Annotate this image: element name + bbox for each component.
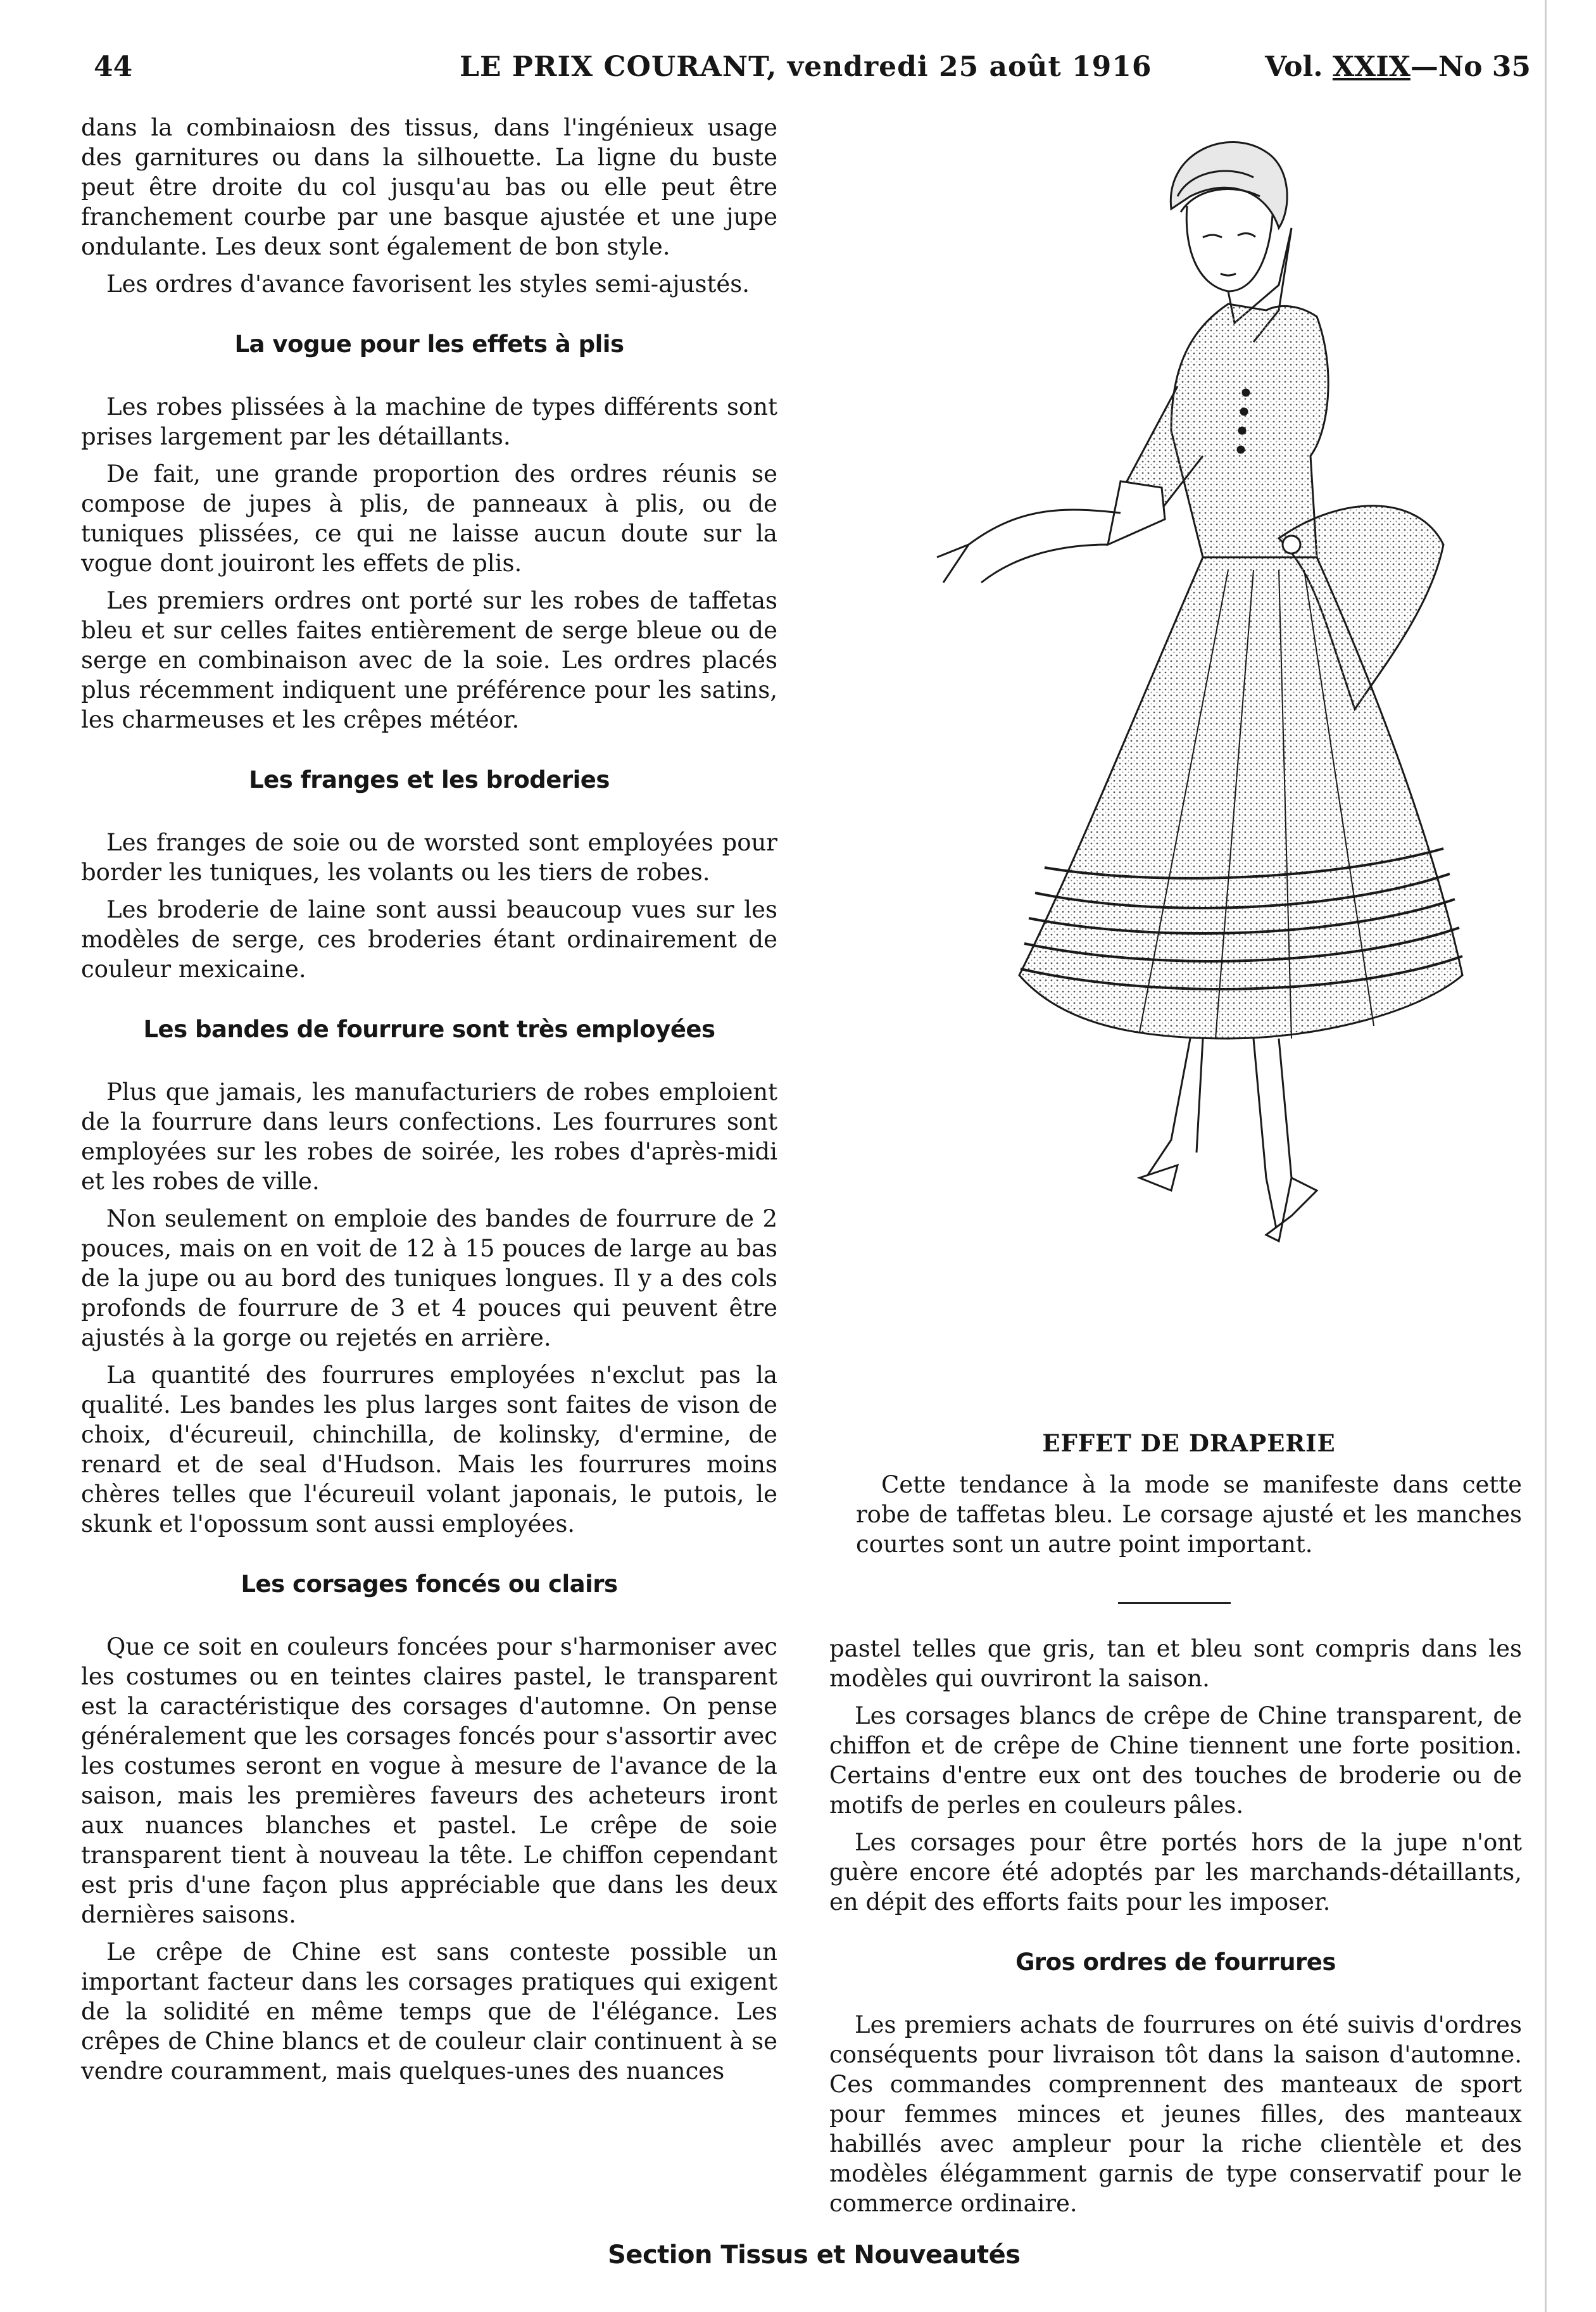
volume-prefix: Vol. (1265, 51, 1333, 83)
caption-block (856, 1417, 1522, 1567)
fashion-illustration (874, 101, 1545, 1406)
fourrure-paragraph-1: Plus que jamais, les manufacturiers de robes emploient de la fourrure dans leurs confections. Les fourrures sont employées sur les robes de soirée, les robes d'après-midi et les robes de ville. (81, 1078, 777, 1195)
page-edge-line (1545, 0, 1547, 2312)
caption-heading: EFFET DE DRAPERIE (1042, 1429, 1336, 1457)
section-heading-plis: La vogue pour les effets à plis (234, 331, 624, 358)
bodice-drawing (1171, 304, 1328, 557)
continued-paragraph-3: Les corsages pour être portés hors de la jupe n'ont guère encore été adoptés par les marchands-détaillants, en dépit des efforts faits pour les imposer. (829, 1829, 1522, 1916)
right-column (829, 1634, 1522, 2226)
section-heading-corsages: Les corsages foncés ou clairs (241, 1570, 618, 1598)
plis-paragraph-1: Les robes plissées à la machine de types différents sont prises largement par les détaillants. (81, 393, 777, 450)
corsages-paragraph-1: Que ce soit en couleurs foncées pour s'harmoniser avec les costumes ou en teintes claires pastel, le transparent est la caractéristique des corsages d'automne. On pense généralement que les corsages foncés pour s'assortir avec les costumes seront en vogue à mesure de l'avance de la saison, mais les premières faveurs des acheteurs iront aux nuances blanches et pastel. Le crêpe de soie transparent tient à nouveau la tête. Le chiffon cependant est pris d'une façon plus appréciable que dans les deux dernières saisons. (81, 1633, 777, 1928)
franges-paragraph-1: Les franges de soie ou de worsted sont employées pour border les tuniques, les volants ou les tiers de robes. (81, 829, 777, 886)
volume-number (1265, 51, 1531, 83)
left-column (81, 113, 777, 2094)
plis-paragraph-2: De fait, une grande proportion des ordres réunis se compose de jupes à plis, de panneaux à plis, ou de tuniques plissées, ce qui ne laisse aucun doute sur la vogue dont jouiront les effets de plis. (81, 460, 777, 577)
intro-paragraph-2: Les ordres d'avance favorisent les styles semi-ajustés. (106, 270, 750, 298)
continued-paragraph-2: Les corsages blancs de crêpe de Chine transparent, de chiffon et de crêpe de Chine tiennent une forte position. Certains d'entre eux ont des touches de broderie ou de motifs de perles en couleurs pâles. (829, 1702, 1522, 1819)
section-heading-gros-ordres: Gros ordres de fourrures (1015, 1949, 1336, 1976)
continued-paragraph-1: pastel telles que gris, tan et bleu sont compris dans les modèles qui ouvriront la saison. (829, 1635, 1522, 1692)
corsages-paragraph-2: Le crêpe de Chine est sans conteste possible un important facteur dans les corsages pratiques qui exigent de la solidité en même temps que de l'élégance. Les crêpes de Chine blancs et de couleur clair continuent à se vendre couramment, mais quelques-unes des nuances (81, 1938, 777, 2085)
publication-title: LE PRIX COURANT, vendredi 25 août 1916 (460, 51, 1152, 83)
intro-paragraph-1: dans la combinaiosn des tissus, dans l'ingénieux usage des garnitures ou dans la silhouette. La ligne du buste peut être droite du col jusqu'au bas ou elle peut être franchement courbe par une basque ajustée et une jupe ondulante. Les deux sont également de bon style. (81, 114, 777, 260)
page-header (94, 42, 1531, 92)
fourrure-paragraph-2: Non seulement on emploie des bandes de fourrure de 2 pouces, mais on en voit de 12 à 15 pouces de large au bas de la jupe ou au bord des tuniques longues. Il y a des cols profonds de fourrure de 3 et 4 pouces qui peuvent être ajustés à la gorge ou rejetés en arrière. (81, 1205, 777, 1351)
page-number: 44 (94, 51, 133, 83)
legs-drawing (1146, 1039, 1291, 1241)
section-heading-fourrure: Les bandes de fourrure sont très employées (143, 1016, 715, 1043)
franges-paragraph-2: Les broderie de laine sont aussi beaucoup vues sur les modèles de serge, ces broderies étant ordinairement de couleur mexicaine. (81, 896, 777, 983)
section-heading-franges: Les franges et les broderies (249, 766, 610, 793)
face-drawing (1186, 206, 1272, 291)
section-footer: Section Tissus et Nouveautés (608, 2240, 1021, 2270)
volume-suffix: —No 35 (1410, 51, 1531, 83)
caption-divider (1118, 1602, 1231, 1604)
caption-text: Cette tendance à la mode se manifeste dans cette robe de taffetas bleu. Le corsage ajusté et les manches courtes sont un autre point important. (856, 1471, 1522, 1558)
gros-ordres-paragraph-1: Les premiers achats de fourrures on été suivis d'ordres conséquents pour livraison tôt dans la saison d'automne. Ces commandes comprennent des manteaux de sport pour femmes minces et jeunes filles, des manteaux habillés avec ampleur pour la riche clientèle et des modèles élégamment garnis de type conservatif pour le commerce ordinaire. (829, 2011, 1522, 2217)
volume-roman: XXIX (1332, 51, 1411, 83)
fourrure-paragraph-3: La quantité des fourrures employées n'exclut pas la qualité. Les bandes les plus larges sont faites de vison de choix, d'écureuil, chinchilla, de kolinsky, d'ermine, de renard et de seal d'Hudson. Mais les fourrures moins chères telles que l'écureuil volant japonais, le putois, le skunk et l'opossum sont aussi employées. (81, 1361, 777, 1538)
pointing-arm-drawing (937, 510, 1121, 583)
plis-paragraph-3: Les premiers ordres ont porté sur les robes de taffetas bleu et sur celles faites entièrement de serge bleue ou de serge en combinaison avec de la soie. Les ordres placés plus récemment indiquent une préférence pour les satins, les charmeuses et les crêpes météor. (81, 587, 777, 733)
